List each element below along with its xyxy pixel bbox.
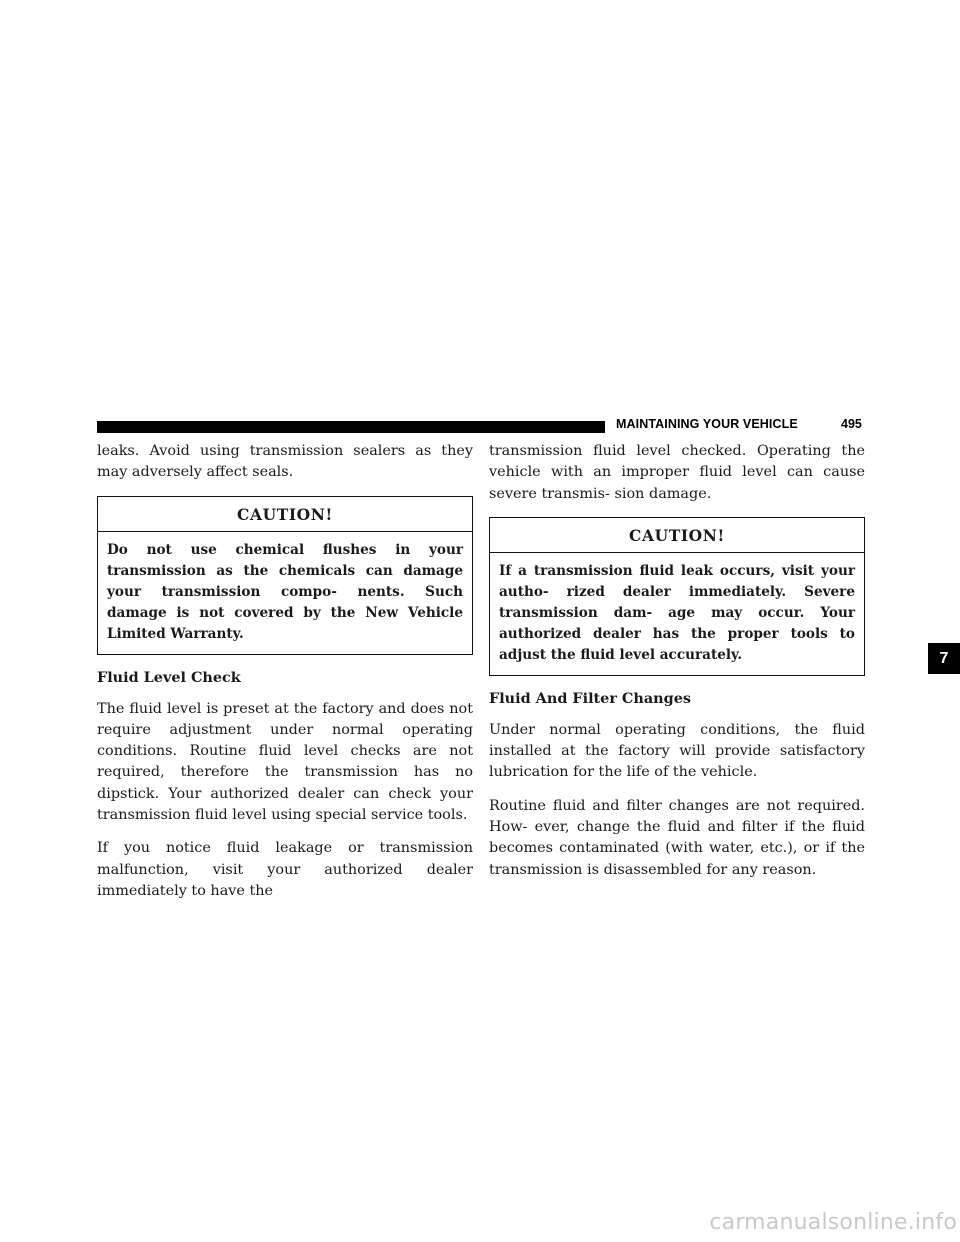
subheading-fluid-filter-changes: Fluid And Filter Changes	[489, 689, 691, 707]
right-column	[489, 441, 865, 893]
paragraph: transmission fluid level checked. Operating the vehicle with an improper fluid level can cause severe transmis- sion damage.	[489, 443, 865, 502]
chapter-tab: 7	[928, 643, 960, 674]
header-rule	[97, 421, 605, 433]
left-column	[97, 441, 473, 914]
paragraph: Under normal operating conditions, the fluid installed at the factory will provide satisfactory lubrication for the life of the vehicle.	[489, 721, 865, 781]
caution-title: CAUTION!	[490, 518, 864, 553]
paragraph: If you notice fluid leakage or transmission malfunction, visit your authorized dealer immediately to have the	[97, 840, 473, 899]
page-number: 495	[841, 417, 862, 431]
section-title: MAINTAINING YOUR VEHICLE	[616, 417, 798, 431]
paragraph: The fluid level is preset at the factory and does not require adjustment under normal operating conditions. Routine fluid level checks are not required, therefore the transmission has no dipstick. Your authorized dealer can check your transmission fluid level using special service tools.	[97, 700, 473, 824]
watermark: carmanualsonline.info	[709, 1210, 957, 1235]
paragraph: Routine fluid and filter changes are not required. How- ever, change the fluid and filter if the fluid becomes contaminated (with water, etc.), or if the transmission is disassembled for any reason.	[489, 797, 865, 878]
caution-text: If a transmission fluid leak occurs, visit your autho- rized dealer immediately. Severe transmission dam- age may occur. Your authorized dealer has the proper tools to adjust the fluid level accurately.	[499, 562, 855, 663]
paragraph: leaks. Avoid using transmission sealers as they may adversely affect seals.	[97, 443, 473, 481]
caution-text: Do not use chemical flushes in your transmission as the chemicals can damage your transmission compo- nents. Such damage is not covered by the New Vehicle Limited Warranty.	[107, 541, 463, 642]
caution-box	[489, 517, 865, 676]
caution-title: CAUTION!	[98, 497, 472, 532]
caution-box	[97, 496, 473, 655]
subheading-fluid-level-check: Fluid Level Check	[97, 668, 241, 686]
